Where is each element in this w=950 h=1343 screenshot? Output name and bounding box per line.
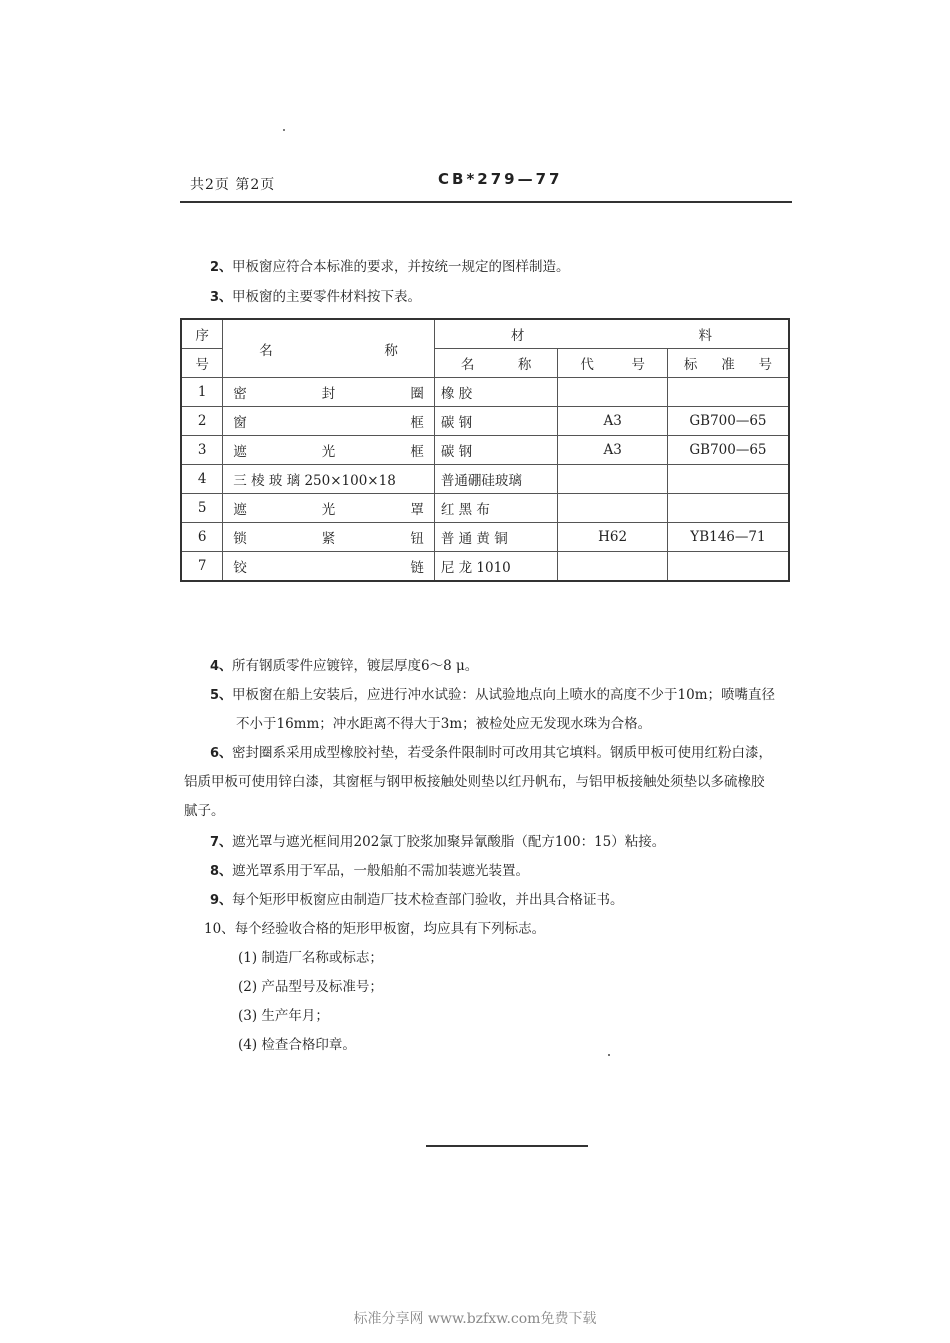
clause-2: 2、甲板窗应符合本标准的要求，并按统一规定的图样制造。 xyxy=(210,259,570,275)
list-item: (3) 生产年月； xyxy=(238,1008,329,1024)
material-standard-header: 标 准 号 xyxy=(667,349,789,378)
table-header-row-1 xyxy=(181,319,789,349)
clause-5-cont: 不小于16mm；冲水距离不得大于3m；被检处应无发现水珠为合格。 xyxy=(236,716,652,732)
table-row: 5 遮 光 罩 红 黑 布 xyxy=(181,494,789,523)
clause-8: 8、遮光罩系用于军品，一般船舶不需加装遮光装置。 xyxy=(210,863,530,879)
table-row: 6 锁 紧 钮 普 通 黄 铜 H62 YB146—71 xyxy=(181,523,789,552)
list-item: (2) 产品型号及标准号； xyxy=(238,979,383,995)
standard-code: CB*279—77 xyxy=(438,170,563,188)
material-name-header: 名 称 xyxy=(434,349,558,378)
table-row: 3 遮 光 框 碳 钢 A3 GB700—65 xyxy=(181,436,789,465)
watermark-footer: 标准分享网 www.bzfxw.com免费下载 xyxy=(353,1311,597,1327)
material-code-header: 代 号 xyxy=(558,349,667,378)
clause-4: 4、所有钢质零件应镀锌，镀层厚度6～8 μ。 xyxy=(210,658,479,674)
clause-6: 6、密封圈系采用成型橡胶衬垫，若受条件限制时可改用其它填料。钢质甲板可使用红粉白漆， xyxy=(210,745,773,761)
clause-9: 9、每个矩形甲板窗应由制造厂技术检查部门验收，并出具合格证书。 xyxy=(210,892,624,908)
material-header: 材 料 xyxy=(434,319,789,349)
clause-5: 5、甲板窗在船上安装后，应进行冲水试验：从试验地点向上喷水的高度不少于10m；喷嘴直径 xyxy=(210,687,776,703)
list-item: (4) 检查合格印章。 xyxy=(238,1037,356,1053)
stray-mark xyxy=(283,129,285,131)
table-row: 1 密 封 圈 橡 胶 xyxy=(181,378,789,407)
clause-6-end: 腻子。 xyxy=(184,803,225,819)
seq-header-top: 序 xyxy=(181,319,223,349)
clause-7: 7、遮光罩与遮光框间用202氯丁胶浆加聚异氰酸脂（配方100：15）粘接。 xyxy=(210,834,666,850)
stray-mark xyxy=(608,1054,610,1056)
header-divider xyxy=(180,201,792,203)
clause-3: 3、甲板窗的主要零件材料按下表。 xyxy=(210,289,422,305)
name-header: 名 称 xyxy=(223,319,435,378)
table-row: 2 窗 框 碳 钢 A3 GB700—65 xyxy=(181,407,789,436)
end-divider xyxy=(426,1145,588,1147)
seq-header-bottom: 号 xyxy=(181,349,223,378)
page-info: 共2页 第2页 xyxy=(190,177,276,193)
materials-table xyxy=(180,318,790,582)
clause-6-cont: 铝质甲板可使用锌白漆，其窗框与钢甲板接触处则垫以红丹帆布，与铝甲板接触处须垫以多硫橡胶 xyxy=(184,774,765,790)
table-row: 7 铰 链 尼 龙 1010 xyxy=(181,552,789,582)
clause-10: 10、每个经验收合格的矩形甲板窗，均应具有下列标志。 xyxy=(204,921,546,937)
list-item: (1) 制造厂名称或标志； xyxy=(238,950,383,966)
table-row: 4 三 棱 玻 璃 250×100×18 普通硼硅玻璃 xyxy=(181,465,789,494)
